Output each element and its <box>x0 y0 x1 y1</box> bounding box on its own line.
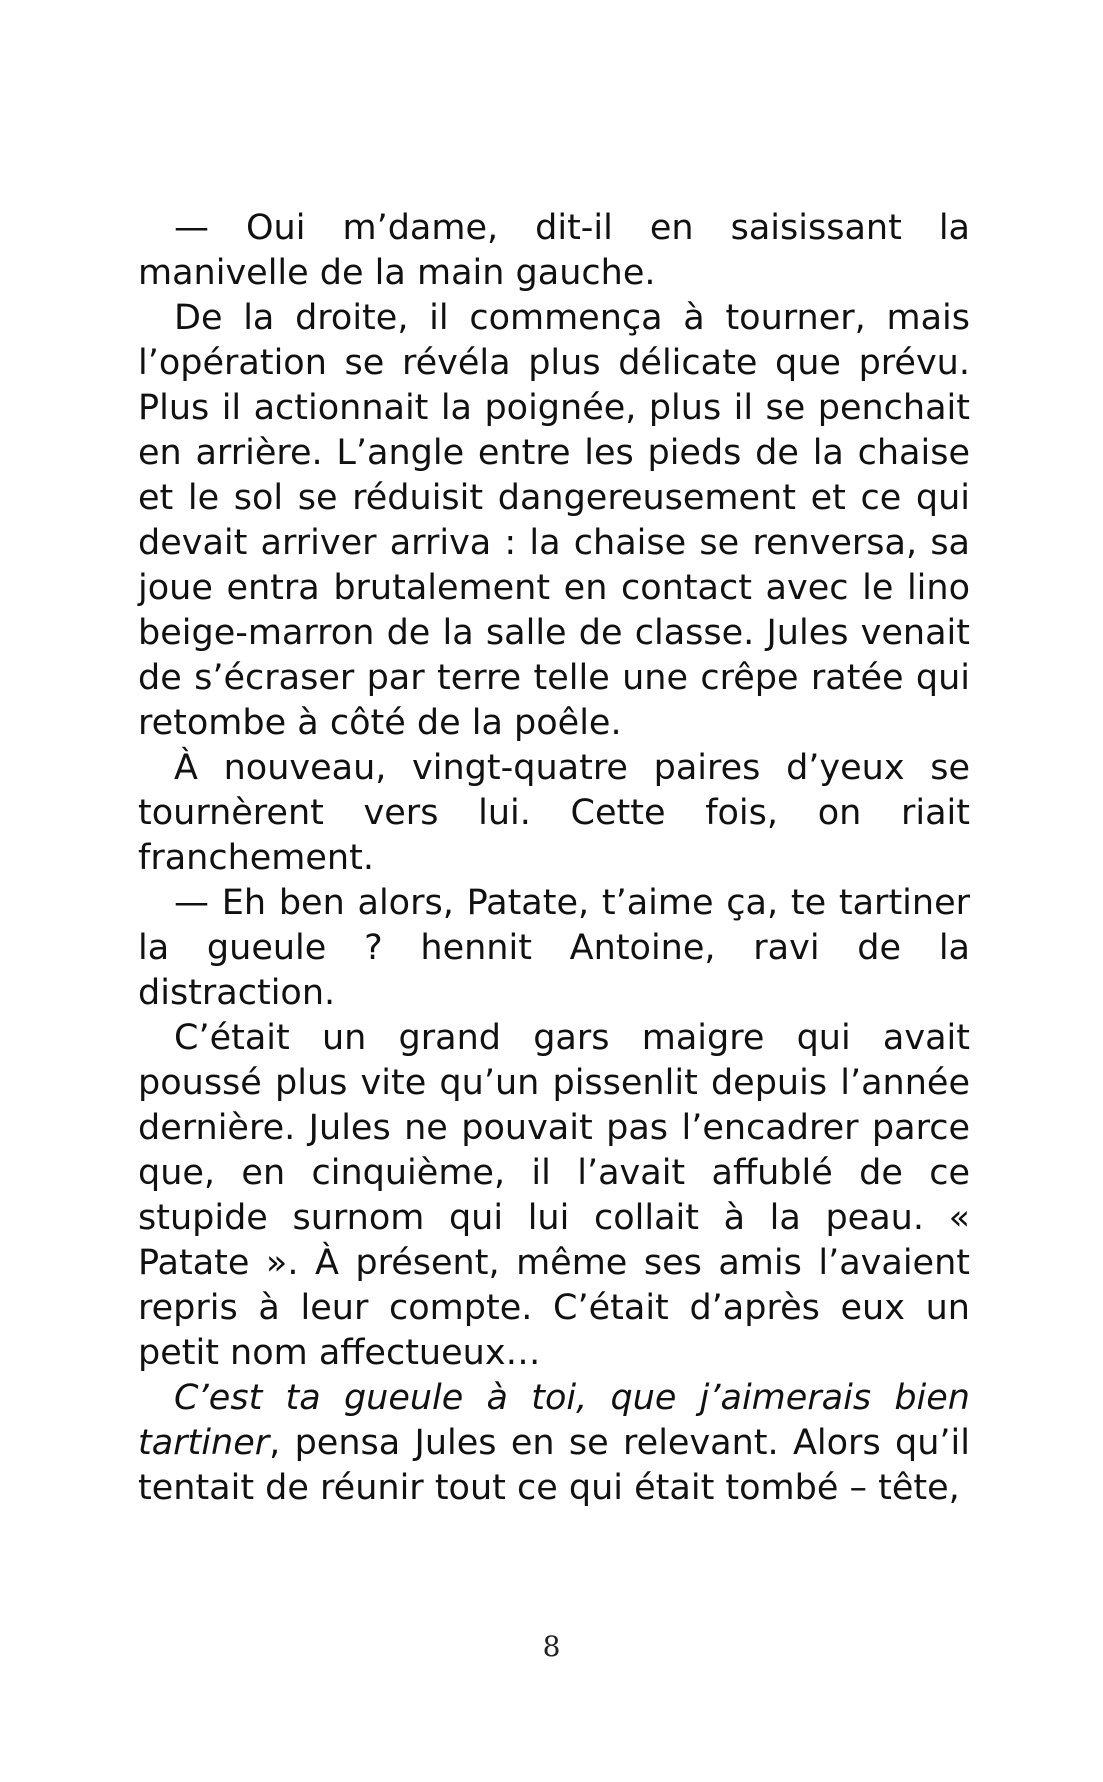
body-text <box>138 206 970 1511</box>
paragraph-1-text: — Oui m’dame, dit-il en saisissant la manivelle de la main gauche. <box>138 208 970 293</box>
paragraph-6-italic-text: C’est ta gueule à toi, que j’aimerais bien tartiner <box>138 1378 970 1463</box>
paragraph-1 <box>138 206 970 296</box>
paragraph-4 <box>138 881 970 1016</box>
paragraph-5 <box>138 1016 970 1376</box>
paragraph-4-text: — Eh ben alors, Patate, t’aime ça, te tartiner la gueule ? hennit Antoine, ravi de la distraction. <box>138 883 970 1013</box>
paragraph-5-text: C’était un grand gars maigre qui avait poussé plus vite qu’un pissenlit depuis l’année dernière. Jules ne pouvait pas l’encadrer parce que, en cinquième, il l’avait affublé de ce stupide surnom qui lui collait à la peau. « Patate ». À présent, même ses amis l’avaient repris à leur compte. C’était d’après eux un petit nom affectueux… <box>138 1018 970 1373</box>
paragraph-3-text: À nouveau, vingt-quatre paires d’yeux se tournèrent vers lui. Cette fois, on riait franchement. <box>138 748 970 878</box>
paragraph-6-text: , pensa Jules en se relevant. Alors qu’il tentait de réunir tout ce qui était tombé – tête, <box>138 1423 970 1508</box>
paragraph-2-text: De la droite, il commença à tourner, mais l’opération se révéla plus délicate que prévu. Plus il actionnait la poignée, plus il se penchait en arrière. L’angle entre les pieds de la chaise et le sol se réduisit dangereusement et ce qui devait arriver arriva : la chaise se renversa, sa joue entra brutalement en contact avec le lino beige-marron de la salle de classe. Jules venait de s’écraser par terre telle une crêpe ratée qui retombe à côté de la poêle. <box>138 298 970 743</box>
paragraph-6 <box>138 1376 970 1511</box>
paragraph-2 <box>138 296 970 746</box>
paragraph-3 <box>138 746 970 881</box>
page-number: 8 <box>542 1630 561 1663</box>
